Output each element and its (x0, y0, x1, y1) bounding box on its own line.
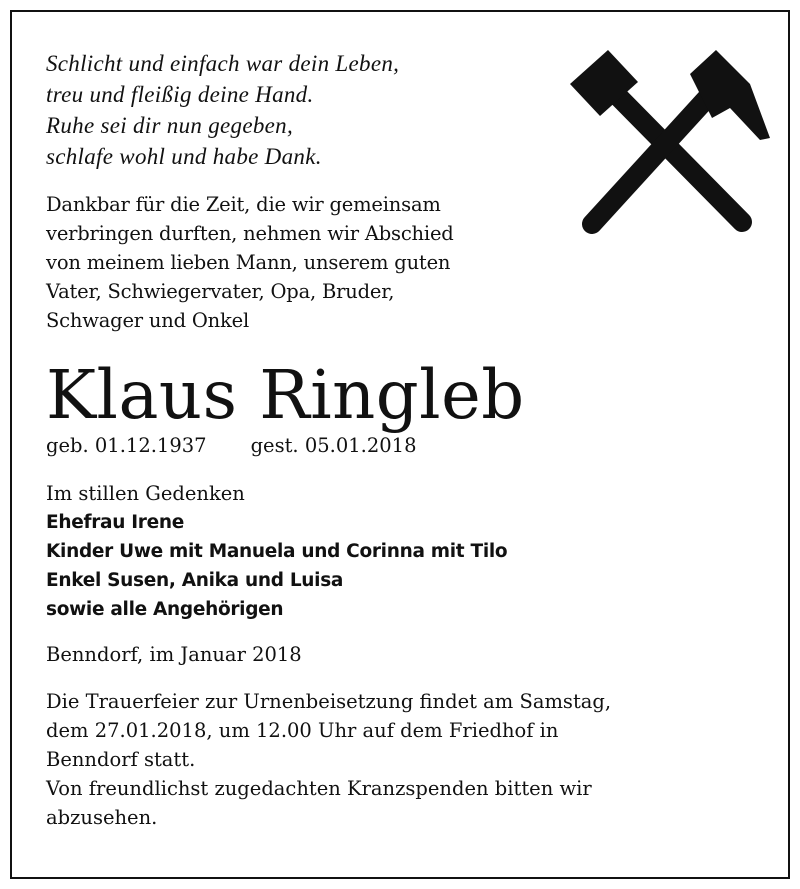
life-dates (46, 433, 706, 459)
intro-line: Dankbar für die Zeit, die wir gemeinsam (46, 193, 441, 216)
memorial-section (46, 479, 706, 624)
birth-date: geb. 01.12.1937 (46, 434, 207, 457)
ceremony-info (46, 687, 766, 832)
place-and-date: Benndorf, im Januar 2018 (46, 643, 302, 666)
intro-line: von meinem lieben Mann, unserem guten (46, 251, 451, 274)
ceremony-line: Von freundlichst zugedachten Kranzspenden bitten wir (46, 777, 592, 800)
obituary-frame (10, 10, 790, 879)
memorial-heading: Im stillen Gedenken (46, 482, 245, 505)
ceremony-line: Benndorf statt. (46, 748, 196, 771)
poem-line: schlafe wohl und habe Dank. (46, 144, 322, 169)
ceremony-line: dem 27.01.2018, um 12.00 Uhr auf dem Friedhof in (46, 719, 559, 742)
mourner-line: sowie alle Angehörigen (46, 599, 284, 620)
death-date: gest. 05.01.2018 (250, 434, 417, 457)
deceased-name: Klaus Ringleb (46, 356, 525, 434)
ceremony-line: abzusehen. (46, 806, 158, 829)
crossed-hammers-icon (564, 46, 774, 246)
poem-line: Schlicht und einfach war dein Leben, (46, 51, 400, 76)
intro-line: Schwager und Onkel (46, 309, 250, 332)
poem-line: Ruhe sei dir nun gegeben, (46, 113, 294, 138)
mourner-line: Enkel Susen, Anika und Luisa (46, 570, 344, 591)
intro-line: Vater, Schwiegervater, Opa, Bruder, (46, 280, 395, 303)
ceremony-line: Die Trauerfeier zur Urnenbeisetzung findet am Samstag, (46, 690, 612, 713)
poem-line: treu und fleißig deine Hand. (46, 82, 314, 107)
mourner-line: Ehefrau Irene (46, 512, 184, 533)
intro-line: verbringen durften, nehmen wir Abschied (46, 222, 454, 245)
mourner-line: Kinder Uwe mit Manuela und Corinna mit Tilo (46, 541, 508, 562)
